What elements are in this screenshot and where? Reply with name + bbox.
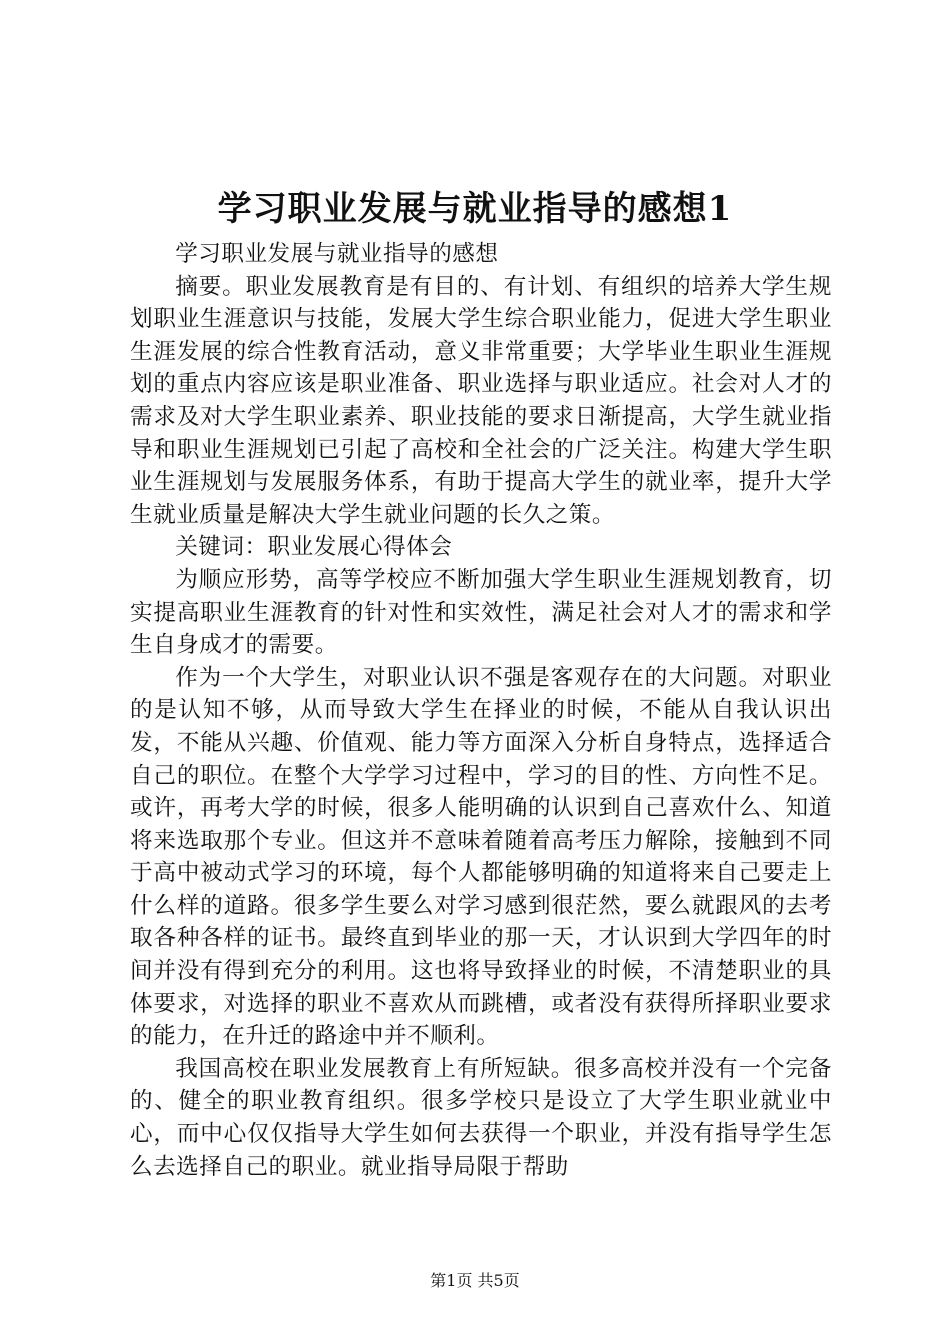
body-paragraph: 作为一个大学生，对职业认识不强是客观存在的大问题。对职业的是认知不够，从而导致大学生在择业的时候，不能从自我认识出发，不能从兴趣、价值观、能力等方面深入分析自身特点，选择适合自己的职位。在整个大学学习过程中，学习的目的性、方向性不足。或许，再考大学的时候，很多人能明确的认识到自己喜欢什么、知道将来选取那个专业。但这并不意味着随着高考压力解除，接触到不同于高中被动式学习的环境，每个人都能够明确的知道将来自己要走上什么样的道路。很多学生要么对学习感到很茫然，要么就跟风的去考取各种各样的证书。最终直到毕业的那一天，才认识到大学四年的时间并没有得到充分的利用。这也将导致择业的时候，不清楚职业的具体要求，对选择的职业不喜欢从而跳槽，或者没有获得所择职业要求的能力，在升迁的路途中并不顺利。 xyxy=(130,664,832,1050)
abstract-paragraph: 摘要。职业发展教育是有目的、有计划、有组织的培养大学生规划职业生涯意识与技能，发展大学生综合职业能力，促进大学生职业生涯发展的综合性教育活动，意义非常重要；大学毕业生职业生涯规划的重点内容应该是职业准备、职业选择与职业适应。社会对人才的需求及对大学生职业素养、职业技能的要求日渐提高，大学生就业指导和职业生涯规划已引起了高校和全社会的广泛关注。构建大学生职业生涯规划与发展服务体系，有助于提高大学生的就业率，提升大学生就业质量是解决大学生就业问题的长久之策。 xyxy=(130,273,832,528)
body-paragraph: 为顺应形势，高等学校应不断加强大学生职业生涯规划教育，切实提高职业生涯教育的针对性和实效性，满足社会对人才的需求和学生自身成才的需要。 xyxy=(130,566,832,659)
page-number-footer: 第1页 共5页 xyxy=(430,1271,520,1290)
body-paragraph: 我国高校在职业发展教育上有所短缺。很多高校并没有一个完备的、健全的职业教育组织。很多学校只是设立了大学生职业就业中心，而中心仅仅指导大学生如何去获得一个职业，并没有指导学生怎么去选择自己的职业。就业指导局限于帮助 xyxy=(130,1055,832,1180)
keywords-paragraph: 关键词：职业发展心得体会 xyxy=(175,534,453,561)
subtitle-paragraph: 学习职业发展与就业指导的感想 xyxy=(175,241,499,267)
document-title: 学习职业发展与就业指导的感想1 xyxy=(217,189,733,229)
document-body xyxy=(130,238,832,1183)
